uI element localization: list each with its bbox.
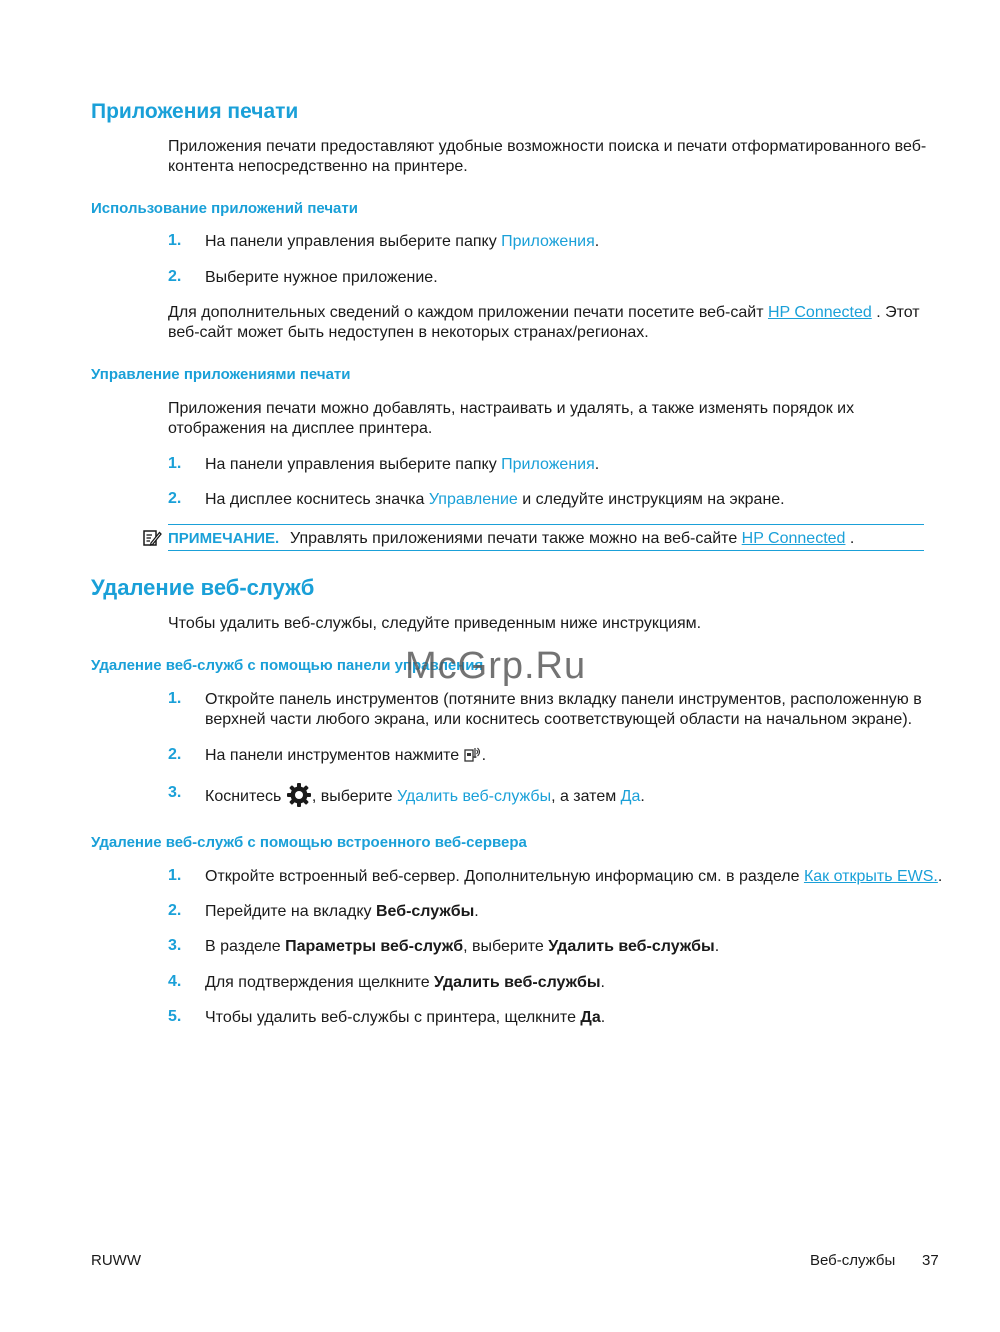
step-text: На панели инструментов нажмите . [205,747,487,764]
step-number: 2. [168,268,182,285]
ui-element-web-services-settings: Параметры веб-служб [285,938,464,955]
note-bottom-rule [168,550,924,551]
how-to-open-ews-link[interactable]: Как открыть EWS. [803,868,938,885]
step-number: 4. [168,973,182,990]
step-number: 1. [168,690,182,707]
footer-section: Веб-службы [810,1252,896,1269]
step-text: Перейдите на вкладку Веб-службы. [205,903,479,920]
page-number: 37 [922,1252,939,1269]
step-text-line2: верхней части любого экрана, или коснитесь соответствующей области на начальном экране). [205,711,913,728]
note-label: ПРИМЕЧАНИЕ. [168,530,280,547]
step-text: Выберите нужное приложение. [205,269,438,286]
gear-icon [286,782,312,808]
subsection-title-manage-apps: Управление приложениями печати [91,366,351,383]
note-pencil-icon [142,528,162,548]
info-line2: веб-сайт может быть недоступен в некоторых странах/регионах. [168,324,649,341]
step-text: Для подтверждения щелкните Удалить веб-службы. [205,974,605,991]
subsection-title-remove-via-ews: Удаление веб-служб с помощью встроенного веб-сервера [91,834,527,851]
section-intro-line2: отображения на дисплее принтера. [168,420,433,437]
step-number: 2. [168,902,182,919]
footer-left: RUWW [91,1252,141,1269]
step-number: 3. [168,784,182,801]
ui-element-manage: Управление [428,491,518,508]
step-number: 5. [168,1008,182,1025]
web-services-toolbar-icon [464,745,482,763]
hp-connected-link[interactable]: HP Connected [767,304,872,321]
step-text: На дисплее коснитесь значка Управление и следуйте инструкциям на экране. [205,491,785,508]
ui-element-yes: Да [620,788,641,806]
step-text: Чтобы удалить веб-службы с принтера, щелкните Да. [205,1009,606,1026]
step-text: В разделе Параметры веб-служб, выберите Удалить веб-службы. [205,938,720,955]
section-intro-line2: контента непосредственно на принтере. [168,158,468,175]
step-number: 1. [168,455,182,472]
note-top-rule [168,524,924,525]
step-number: 1. [168,867,182,884]
step-number: 3. [168,937,182,954]
ui-element-apps: Приложения [501,233,595,250]
section-intro: Чтобы удалить веб-службы, следуйте приведенным ниже инструкциям. [168,615,702,632]
step-number: 2. [168,490,182,507]
step-text: Коснитесь , выберите Удалить веб-службы, а затем Да. [205,786,645,808]
subsection-title-use-apps: Использование приложений печати [91,200,358,217]
info-line1: Для дополнительных сведений о каждом приложении печати посетите веб-сайт HP Connected . Этот [168,304,920,321]
step-number: 2. [168,746,182,763]
section-title-remove-web-services: Удаление веб-служб [91,575,315,600]
section-title-print-apps: Приложения печати [91,100,299,123]
ui-element-remove-web-services: Удалить веб-службы [548,938,715,955]
ui-element-web-services-tab: Веб-службы [375,903,475,920]
step-text: На панели управления выберите папку Приложения. [205,456,600,473]
step-text: Откройте встроенный веб-сервер. Дополнительную информацию см. в разделе Как открыть EWS.. [205,868,943,885]
step-text-line1: Откройте панель инструментов (потяните вниз вкладку панели инструментов, расположенную в [205,691,922,708]
watermark: McGrp.Ru [405,645,587,687]
ui-element-apps: Приложения [501,456,595,473]
ui-element-remove-web-services: Удалить веб-службы [434,974,601,991]
hp-connected-link[interactable]: HP Connected [741,530,846,547]
ui-element-yes: Да [580,1009,601,1026]
section-intro-line1: Приложения печати можно добавлять, настраивать и удалять, а также изменять порядок их [168,400,855,417]
step-text: На панели управления выберите папку Приложения. [205,233,600,250]
subsection-title-remove-via-panel: Удаление веб-служб с помощью панели управления [91,657,484,674]
step-number: 1. [168,232,182,249]
note-text: Управлять приложениями печати также можно на веб-сайте HP Connected . [290,530,855,547]
section-intro-line1: Приложения печати предоставляют удобные возможности поиска и печати отформатированного веб- [168,138,927,155]
ui-element-remove-web-services: Удалить веб-службы [396,788,552,806]
